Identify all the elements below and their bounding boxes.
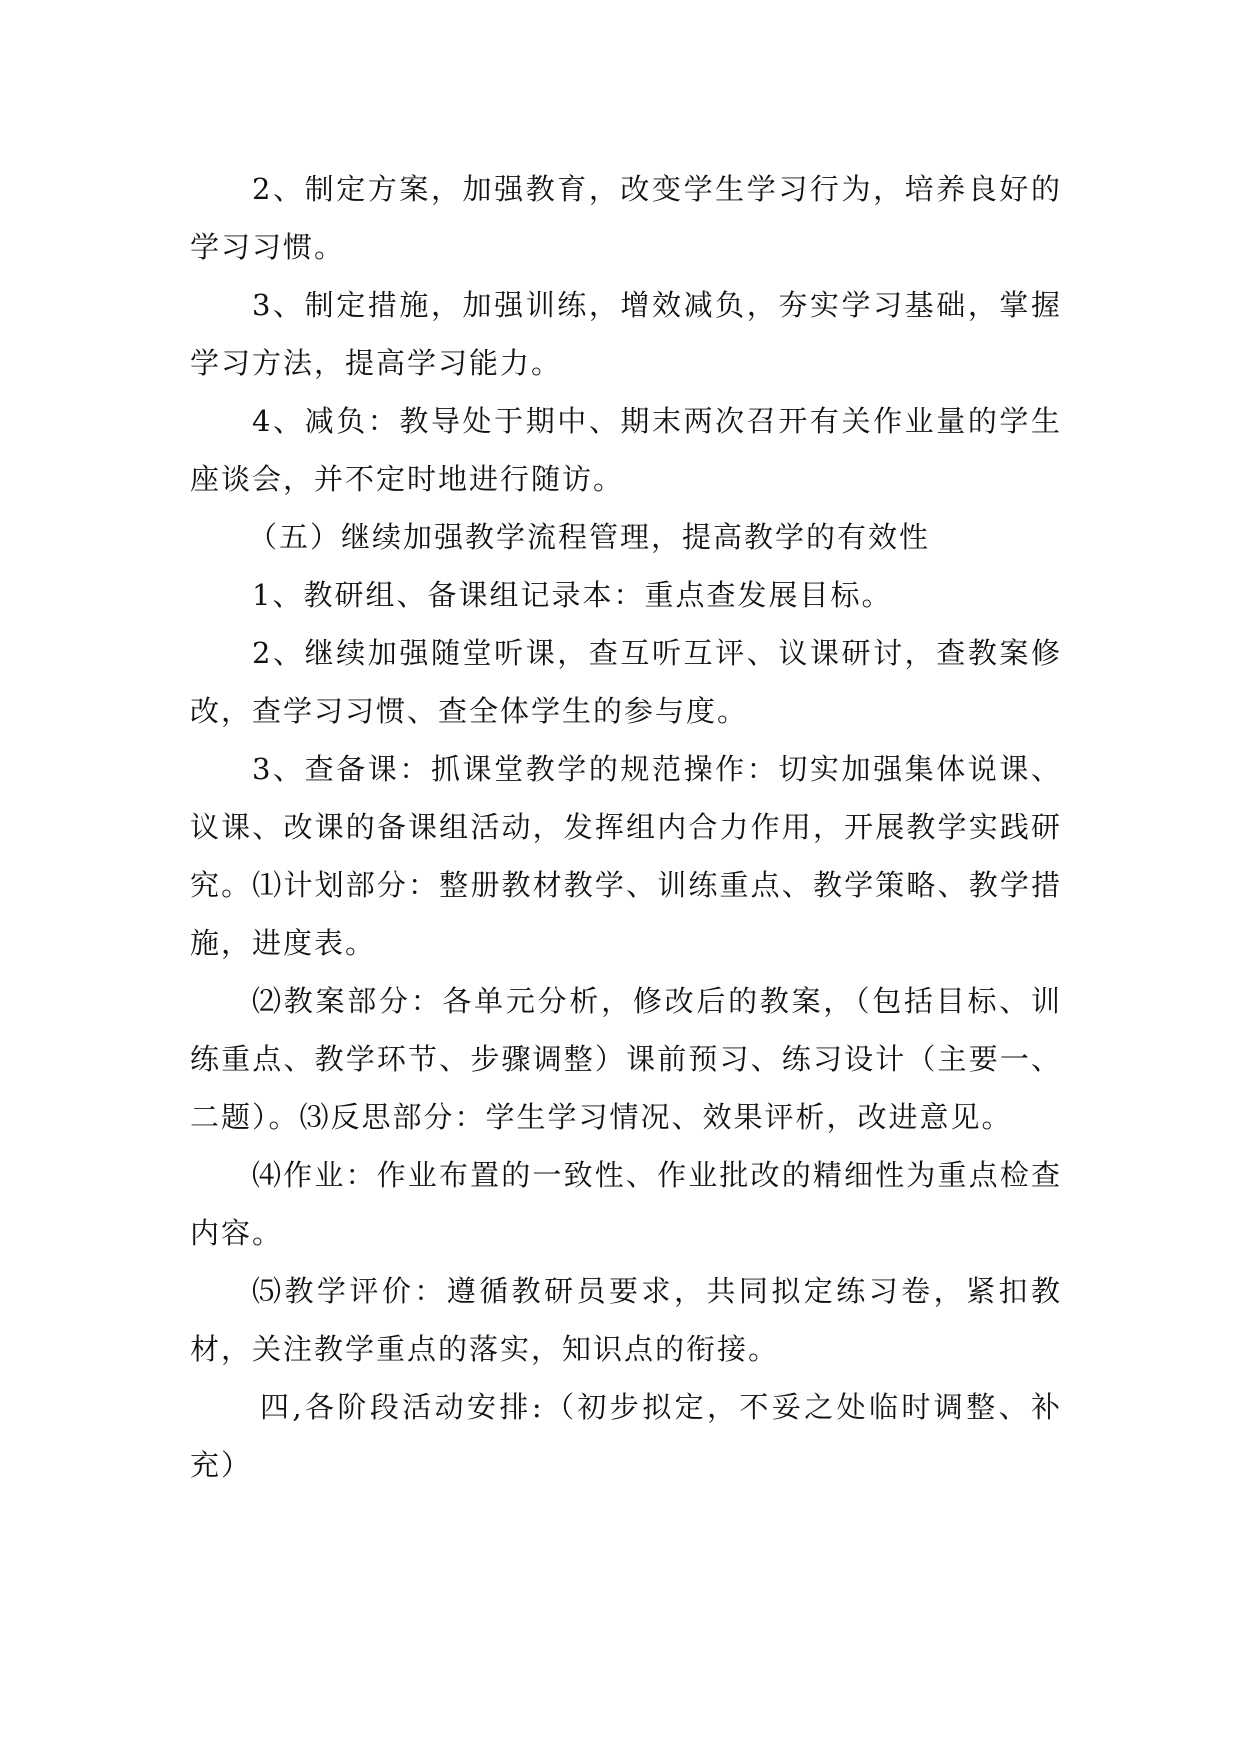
paragraph-plan-education: 2、制定方案，加强教育，改变学生学习行为，培养良好的学习习惯。 bbox=[190, 172, 1062, 264]
paragraph-reduce-burden: 4、减负：教导处于期中、期末两次召开有关作业量的学生座谈会，并不定时地进行随访。 bbox=[190, 404, 1062, 496]
paragraph-evaluation: ⑸教学评价：遵循教研员要求，共同拟定练习卷，紧扣教材，关注教学重点的落实，知识点的衔接。 bbox=[190, 1274, 1062, 1366]
paragraph-record-book: 1、教研组、备课组记录本：重点查发展目标。 bbox=[252, 578, 893, 612]
paragraph-lesson-plan: ⑵教案部分：各单元分析，修改后的教案，（包括目标、训练重点、教学环节、步骤调整）课前预习、练习设计（主要一、二题）。⑶反思部分：学生学习情况、效果评析，改进意见。 bbox=[190, 984, 1062, 1134]
document-body bbox=[190, 160, 1062, 1494]
paragraph-class-observation: 2、继续加强随堂听课，查互听互评、议课研讨，查教案修改，查学习习惯、查全体学生的参与度。 bbox=[190, 636, 1062, 728]
section-heading-five: （五）继续加强教学流程管理，提高教学的有效性 bbox=[248, 520, 931, 554]
paragraph-homework: ⑷作业：作业布置的一致性、作业批改的精细性为重点检查内容。 bbox=[190, 1158, 1062, 1250]
section-heading-four: 四,各阶段活动安排:（初步拟定，不妥之处临时调整、补充） bbox=[190, 1390, 1062, 1482]
paragraph-lesson-prep: 3、查备课：抓课堂教学的规范操作：切实加强集体说课、议课、改课的备课组活动，发挥组内合力作用，开展教学实践研究。⑴计划部分：整册教材教学、训练重点、教学策略、教学措施，进度表。 bbox=[190, 752, 1062, 960]
paragraph-training-measures: 3、制定措施，加强训练，增效减负，夯实学习基础，掌握学习方法，提高学习能力。 bbox=[190, 288, 1062, 380]
